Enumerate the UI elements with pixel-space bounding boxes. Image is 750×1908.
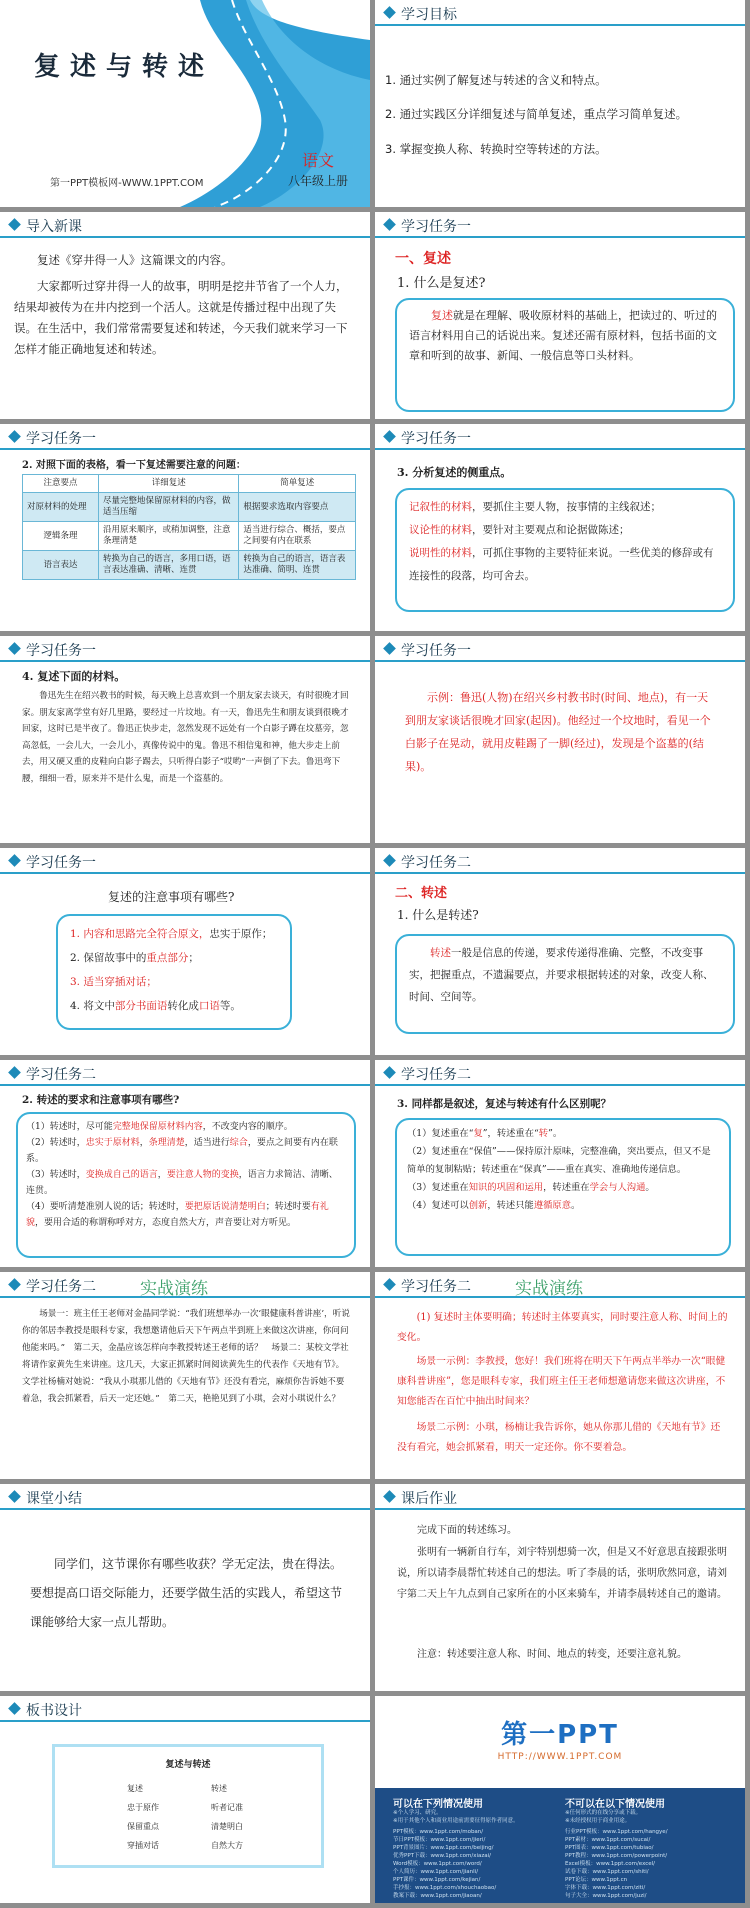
slide-retell-material <box>0 636 370 843</box>
board-item: 复述 <box>127 1784 143 1793</box>
focus-text: ，要抓住主要人物，按事情的主线叙述； <box>472 501 661 513</box>
header-title: 课后作业 <box>401 1491 457 1507</box>
focus-box <box>395 488 735 612</box>
can-use-sub: ※个人学习、研究。 <box>393 1810 442 1816</box>
header-title: 学习任务二 <box>26 1067 96 1083</box>
header-title: 学习任务二 <box>401 855 471 871</box>
slide-header <box>375 424 745 450</box>
footer-link[interactable]: 教案下载：www.1ppt.com/jiaoan/ <box>393 1893 482 1899</box>
req-key: 要注意人物的变换 <box>166 1170 239 1180</box>
question: 1. 什么是转述? <box>397 908 479 922</box>
req-key: 条理清楚 <box>148 1138 185 1148</box>
header-title: 学习任务二 <box>401 1279 471 1295</box>
objective-1: 1. 通过实例了解复述与转述的含义和特点。 <box>385 73 607 87</box>
req-key: 忠实于原材料 <box>85 1138 140 1148</box>
focus-text: ，要针对主要观点和论据做陈述； <box>472 524 630 536</box>
left-links <box>393 1828 496 1900</box>
diamond-icon <box>383 430 396 443</box>
table-cell: 转换为自己的语言，语言表达准确、简明、连贯 <box>239 551 356 580</box>
board-item: 保留重点 <box>127 1822 159 1831</box>
note-item <box>70 946 278 970</box>
material-text: 鲁迅先生在绍兴教书的时候，每天晚上总喜欢到一个朋友家去谈天，有时很晚才回家。朋友家离学堂有好几里路，要经过一片坟地。有一天，鲁迅先生和朋友谈到很晚才回家，这时已是半夜了。鲁迅正快步走，忽然发现不远处有一个白影子蹲在坟墓旁，忽高忽低，一会儿大，一会儿小，真像传说中的鬼。鲁迅不相信鬼和神，他大步走上前去，用又硬又重的皮鞋向白影子踢去，只听得白影子“哎哟”一声倒了下去。鲁迅弯下腰，细细一看，原来并不是什么鬼，而是一个盗墓的。 <box>22 691 349 784</box>
table-cell: 转换为自己的语言，多用口语，语言表达准确、清晰、连贯 <box>99 551 239 580</box>
col-header: 注意要点 <box>23 475 99 493</box>
note-text: ； <box>188 952 199 964</box>
req-text: （4）要听清楚准别人说的话；转述时， <box>26 1202 185 1212</box>
req-text: ， <box>139 1138 149 1148</box>
header-title: 学习任务一 <box>401 643 471 659</box>
footer-link[interactable]: 节日PPT模板：www.1ppt.com/jieri/ <box>393 1837 486 1843</box>
focus-text: ，可抓住事物的主要特征来说。一些优美的修辞或有连接性的段落，均可舍去。 <box>409 547 714 582</box>
diff-item <box>407 1179 719 1197</box>
notes-box <box>56 914 292 1030</box>
diamond-icon <box>383 1278 396 1291</box>
note-item <box>70 994 278 1018</box>
header-title: 学习任务一 <box>26 431 96 447</box>
homework-p2: 张明有一辆新自行车，刘宇特别想骑一次，但是又不好意思直接跟张明说，所以请李晨帮忙转述自己的想法。听了李晨的话，张明欣然同意，请刘宇第二天上午九点到自己家所在的小区来骑车，并请李晨转述自己的邀请。 <box>397 1547 727 1600</box>
summary-text: 同学们，这节课你有哪些收获？学无定法，贵在得法。要想提高口语交际能力，还要学做生活的实践人，希望这节课能够给大家一点儿帮助。 <box>30 1557 343 1629</box>
footer-link[interactable]: Word模板：www.1ppt.com/word/ <box>393 1861 482 1867</box>
header-title: 板书设计 <box>26 1703 82 1719</box>
diff-text: ”，转述重在“ <box>482 1128 539 1139</box>
diamond-icon <box>383 6 396 19</box>
question: 4. 复述下面的材料。 <box>22 670 126 683</box>
req-text: ， <box>157 1170 167 1180</box>
slide-header <box>0 1060 370 1086</box>
diff-item <box>407 1197 719 1215</box>
slide-header <box>375 848 745 874</box>
slide-title <box>0 0 370 207</box>
diamond-icon <box>383 642 396 655</box>
req-item <box>26 1135 346 1167</box>
req-item <box>26 1167 346 1199</box>
slide-retell-example <box>375 636 745 843</box>
note-text: 等。 <box>219 1000 241 1012</box>
note-key: 口语 <box>198 1000 220 1012</box>
note-item <box>70 922 278 946</box>
homework-p3: 注意：转述要注意人称、时间、地点的转变，还要注意礼貌。 <box>417 1649 687 1660</box>
diamond-icon <box>8 218 21 231</box>
diamond-icon <box>8 1278 21 1291</box>
answer-p2: 场景一示例：李教授，您好！我们班将在明天下午两点半举办一次“眼健康科普讲座”，您是眼科专家，我们班主任王老师想邀请您来做这次讲座，不知您能否在百忙中抽出时间来？ <box>397 1356 726 1407</box>
board-item: 穿插对话 <box>127 1841 159 1850</box>
header-title: 学习任务二 <box>401 1067 471 1083</box>
board-item: 自然大方 <box>211 1841 243 1850</box>
focus-item <box>409 542 721 588</box>
diamond-icon <box>383 1490 396 1503</box>
table-cell: 对原材料的处理 <box>23 493 99 522</box>
diamond-icon <box>8 854 21 867</box>
req-key: 综合 <box>229 1138 248 1148</box>
cannot-use-title: 不可以在以下情况使用 <box>565 1799 665 1810</box>
footer-link[interactable]: PPT素材：www.1ppt.com/sucai/ <box>565 1837 651 1843</box>
req-text: （3）转述时， <box>26 1170 86 1180</box>
objective-2: 2. 通过实践区分详细复述与简单复述，重点学习简单复述。 <box>385 107 688 121</box>
table-cell: 根据要求选取内容要点 <box>239 493 356 522</box>
slide-summary <box>0 1484 370 1691</box>
table-cell: 语言表达 <box>23 551 99 580</box>
definition-box <box>395 298 735 412</box>
subject-label: 语文 <box>302 151 335 170</box>
diamond-icon <box>383 218 396 231</box>
diff-box <box>395 1118 731 1256</box>
slide-retell-notes <box>0 848 370 1055</box>
section-heading: 二、转述 <box>395 886 448 901</box>
req-text: （1）转述时，尽可能 <box>26 1122 113 1132</box>
slide-header <box>0 424 370 450</box>
brand-top <box>375 1696 745 1788</box>
definition-box <box>395 934 735 1034</box>
note-key: 重点部分 <box>146 952 189 964</box>
req-key: 有礼貌 <box>26 1202 329 1228</box>
diff-text: 。 <box>571 1200 581 1211</box>
board-left-col <box>127 1779 159 1855</box>
question: 2. 对照下面的表格，看一下复述需要注意的问题： <box>22 460 246 471</box>
practice-tag: 实战演练 <box>140 1279 208 1299</box>
diff-key: 创新 <box>468 1200 488 1211</box>
homework-p1: 完成下面的转述练习。 <box>417 1525 517 1536</box>
header-title: 学习任务一 <box>26 643 96 659</box>
diff-key: 学会与人沟通 <box>589 1182 646 1193</box>
slide-header <box>375 1272 745 1298</box>
req-text: ；转述时要 <box>265 1202 311 1212</box>
diff-text: （3）复述重在 <box>407 1182 469 1193</box>
board-item: 忠于原作 <box>127 1803 159 1812</box>
slide-header <box>375 636 745 662</box>
grade-label: 八年级上册 <box>288 174 349 188</box>
header-title: 课堂小结 <box>26 1491 82 1507</box>
focus-key: 说明性的材料 <box>409 547 472 559</box>
slide-header <box>375 0 745 26</box>
slide-header <box>375 1484 745 1510</box>
intro-p2: 大家都听过穿井得一人的故事，明明是挖井节省了一个人力，结果却被传为在井内挖到一个活人。这就是传播过程中出现了失误。在生活中，我们常常需要复述和转述，今天我们就来学习一下怎样才能正确地复述和转述。 <box>14 279 348 356</box>
diff-key: 复 <box>473 1128 483 1139</box>
slide-relay-requirements <box>0 1060 370 1267</box>
slide-header <box>0 636 370 662</box>
table-cell: 沿用原来顺序，或稍加调整，注意条理清楚 <box>99 522 239 551</box>
board-item: 听者记准 <box>211 1803 243 1812</box>
board-right-col <box>211 1779 243 1855</box>
site-label: 第一PPT模板网-WWW.1PPT.COM <box>50 178 204 189</box>
req-text: ，语言力求简洁、清晰、连贯。 <box>26 1170 338 1196</box>
req-text: ，要点之间要有内在联系。 <box>26 1138 338 1164</box>
table-cell: 逻辑条理 <box>23 522 99 551</box>
table-cell: 适当进行综合、概括，要点之间要有内在联系 <box>239 522 356 551</box>
header-title: 学习任务二 <box>26 1279 96 1295</box>
footer-link[interactable]: 试卷下载：www.1ppt.com/shiti/ <box>565 1869 649 1875</box>
header-title: 导入新课 <box>26 219 82 235</box>
req-key: 变换成自己的语言 <box>85 1170 158 1180</box>
definition-text: 就是在理解、吸收原材料的基础上，把读过的、听过的语言材料用自己的话说出来。复述还需有原材料，包括书面的文章和听到的故事、新闻、一般信息等口头材料。 <box>409 309 717 362</box>
focus-key: 议论性的材料 <box>409 524 472 536</box>
slide-header <box>375 212 745 238</box>
note-text: 4. 将文中 <box>70 1000 115 1012</box>
definition-text: 一般是信息的传递，要求传递得准确、完整，不改变事实，把握重点，不遗漏要点，并要求根据转述的对象，改变人称、时间、空间等。 <box>409 947 714 1003</box>
footer-link[interactable]: Excel模板：www.1ppt.com/excel/ <box>565 1861 656 1867</box>
requirements-box <box>16 1112 356 1258</box>
diff-text: ”。 <box>548 1128 563 1139</box>
header-title: 学习目标 <box>401 7 457 23</box>
can-use-sub2: ※用于其他个人和商业用途前需要征得原作者同意。 <box>393 1818 519 1824</box>
diff-text: 。 <box>645 1182 655 1193</box>
diamond-icon <box>8 430 21 443</box>
slide-header <box>0 1272 370 1298</box>
cannot-use-sub2: ※未经授权用于商业用途。 <box>565 1818 631 1824</box>
brand-logo: 第一PPT <box>501 1720 619 1750</box>
footer-link[interactable]: 行业PPT模板：www.1ppt.com/hangye/ <box>565 1829 668 1835</box>
diff-item: （2）复述重在“保值”——保持原汁原味，完整准确，突出要点，但又不是简单的复制粘贴；转述重在“保真”——重在真实、准确地传递信息。 <box>407 1146 711 1175</box>
note-item <box>70 970 278 994</box>
footer-link[interactable]: PPT背景图片：www.1ppt.com/beijing/ <box>393 1845 494 1851</box>
answer-p1: (1) 复述时主体要明确；转述时主体要真实，同时要注意人称、时间上的变化。 <box>397 1312 728 1343</box>
can-use-title: 可以在下列情况使用 <box>393 1799 483 1810</box>
question: 1. 什么是复述? <box>397 276 486 291</box>
header-title: 学习任务一 <box>401 431 471 447</box>
req-item <box>26 1119 346 1135</box>
col-header: 详细复述 <box>99 475 239 493</box>
question: 3. 分析复述的侧重点。 <box>397 466 512 479</box>
note-text: 转化成 <box>167 1000 199 1012</box>
slide-objectives <box>375 0 745 207</box>
board-item: 转述 <box>211 1784 227 1793</box>
practice-text: 场景一：班主任王老师对金晶同学说：“我们班想举办一次‘眼健康科普讲座’，听说你的邻居李教授是眼科专家，我想邀请他后天下午两点半到班上来做这次讲座，你问问他能来吗。” 第二天，金晶应该怎样向李教授转述王老师的话？ 场景二：某校文学社将请作家黄先生来讲座。这几天，大家正抓紧时间阅读黄先生的代表作《天地有节》。文学社杨楠对她说：“我从小琪那儿借的《天地有节》还没有看完，麻烦你告诉她不要着急，我会抓紧看，后天一定还她。” 第二天，艳艳见到了小琪，会对小琪说什么？ <box>22 1309 350 1404</box>
slide-retell-def <box>375 212 745 419</box>
req-text: ，要用合适的称谓称呼对方，态度自然大方，声音要让对方听见。 <box>35 1218 297 1228</box>
question: 3. 同样都是叙述，复述与转述有什么区别呢？ <box>397 1098 612 1110</box>
req-text: （2）转述时， <box>26 1138 86 1148</box>
footer-link[interactable]: 手抄报：www.1ppt.com/shouchaobao/ <box>393 1885 497 1891</box>
header-title: 学习任务一 <box>401 219 471 235</box>
diamond-icon <box>383 1066 396 1079</box>
diff-text: （4）复述可以 <box>407 1200 469 1211</box>
slide-practice <box>0 1272 370 1479</box>
footer-link[interactable]: 个人简历：www.1ppt.com/jianli/ <box>393 1869 479 1875</box>
focus-item <box>409 519 721 542</box>
diff-key: 转 <box>538 1128 549 1139</box>
definition-key: 复述 <box>431 309 453 322</box>
brand-bottom <box>375 1788 745 1903</box>
req-text: ，适当进行 <box>184 1138 230 1148</box>
note-key: 3. 适当穿插对话； <box>70 976 157 988</box>
slide-retell-table <box>0 424 370 631</box>
slide-main-title: 复述与转述 <box>34 52 215 82</box>
footer-link[interactable]: PPT模板：www.1ppt.com/moban/ <box>393 1829 484 1835</box>
req-text: ，不改变内容的顺序。 <box>202 1122 293 1132</box>
footer-link[interactable]: 优秀PPT下载：www.1ppt.com/xiazai/ <box>393 1853 492 1859</box>
req-key: 完整地保留原材料内容 <box>112 1122 203 1132</box>
footer-link[interactable]: PPT论坛：www.1ppt.cn <box>565 1877 628 1883</box>
note-key: 部分书面语 <box>114 1000 168 1012</box>
diff-key: 遵循原意 <box>533 1200 572 1211</box>
board-item: 清楚明白 <box>211 1822 243 1831</box>
definition-key: 转述 <box>430 947 451 959</box>
diamond-icon <box>383 854 396 867</box>
note-text: 忠实于原作； <box>209 928 273 940</box>
diff-text: （1）复述重在“ <box>407 1128 474 1139</box>
diamond-icon <box>8 1066 21 1079</box>
cannot-use-sub: ※任何形式的在线分享或下载。 <box>565 1810 642 1816</box>
intro-p1: 复述《穿井得一人》这篇课文的内容。 <box>37 253 233 267</box>
answer-p3: 场景二示例：小琪，杨楠让我告诉你，她从你那儿借的《天地有节》还没有看完，她会抓紧看，明天一定还你。你不要着急。 <box>397 1422 721 1453</box>
diff-text: ，转述只能 <box>487 1200 534 1211</box>
example-text: 示例：鲁迅(人物)在绍兴乡村教书时(时间、地点)，有一天到朋友家谈话很晚才回家(起因)。他经过一个坟地时，看见一个白影子在晃动，就用皮鞋踢了一脚(经过)，发现是个盗墓的(结果)。 <box>405 691 711 773</box>
diamond-icon <box>8 1490 21 1503</box>
diamond-icon <box>8 1702 21 1715</box>
focus-item <box>409 496 721 519</box>
practice-tag: 实战演练 <box>515 1279 583 1299</box>
slide-relay-diff <box>375 1060 745 1267</box>
diff-key: 知识的巩固和运用 <box>468 1182 544 1193</box>
footer-link[interactable]: PPT课件：www.1ppt.com/kejian/ <box>393 1877 481 1883</box>
right-links <box>565 1828 668 1900</box>
req-key: 要把原话说清楚明白 <box>184 1202 266 1212</box>
compare-table <box>22 474 356 580</box>
req-item <box>26 1199 346 1231</box>
footer-link[interactable]: 句子大全：www.1ppt.com/juzi/ <box>565 1893 647 1899</box>
objective-3: 3. 掌握变换人称、转换时空等转述的方法。 <box>385 142 607 156</box>
brand-url: HTTP://WWW.1PPT.COM <box>497 1752 623 1762</box>
question: 2. 转述的要求和注意事项有哪些? <box>22 1094 180 1106</box>
slide-practice-answer <box>375 1272 745 1479</box>
diff-text: ，转述重在 <box>543 1182 590 1193</box>
slide-intro <box>0 212 370 419</box>
section-heading: 一、复述 <box>395 251 451 267</box>
slide-header <box>0 1484 370 1510</box>
slide-relay-def <box>375 848 745 1055</box>
note-key: 1. 内容和思路完全符合原文， <box>70 928 210 940</box>
slide-header <box>0 212 370 238</box>
note-text: 2. 保留故事中的 <box>70 952 147 964</box>
footer-link[interactable]: PPT教程：www.1ppt.com/powerpoint/ <box>565 1853 668 1859</box>
question: 复述的注意事项有哪些? <box>108 890 235 904</box>
slide-header <box>0 1696 370 1722</box>
board-frame <box>52 1744 324 1868</box>
diamond-icon <box>8 642 21 655</box>
slide-header <box>0 848 370 874</box>
slide-brand <box>375 1696 745 1903</box>
focus-key: 记叙性的材料 <box>409 501 472 513</box>
col-header: 简单复述 <box>239 475 356 493</box>
slide-homework <box>375 1484 745 1691</box>
slide-retell-focus <box>375 424 745 631</box>
slide-header <box>375 1060 745 1086</box>
board-title: 复述与转述 <box>165 1760 211 1770</box>
diff-item <box>407 1125 719 1143</box>
footer-link[interactable]: 字体下载：www.1ppt.com/ziti/ <box>565 1885 646 1891</box>
header-title: 学习任务一 <box>26 855 96 871</box>
slide-board <box>0 1696 370 1903</box>
table-cell: 尽量完整地保留原材料的内容，做适当压缩 <box>99 493 239 522</box>
footer-link[interactable]: PPT图表：www.1ppt.com/tubiao/ <box>565 1845 654 1851</box>
